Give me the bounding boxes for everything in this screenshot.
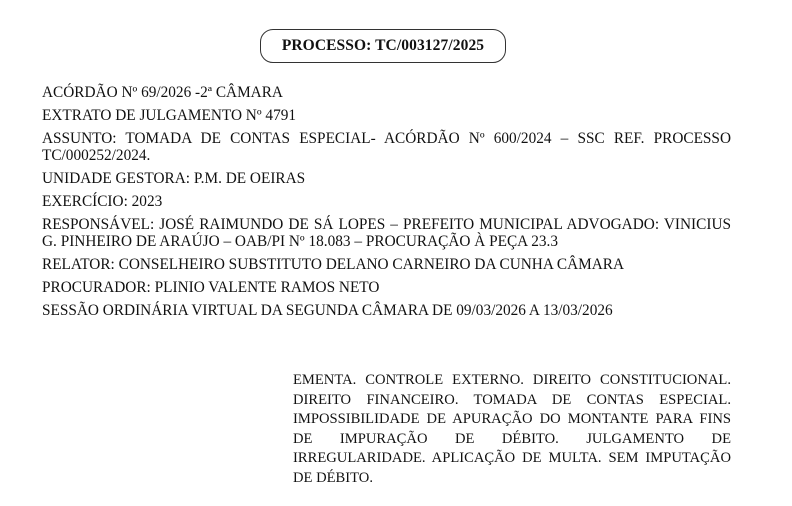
process-number: PROCESSO: TC/003127/2025 — [281, 37, 485, 54]
process-number-box — [260, 29, 506, 63]
sessao-line: SESSÃO ORDINÁRIA VIRTUAL DA SEGUNDA CÂMARA DE 09/03/2026 A 13/03/2026 — [42, 302, 613, 319]
acordao-line: ACÓRDÃO Nº 69/2026 -2ª CÂMARA — [42, 84, 283, 101]
unidade-gestora-line: UNIDADE GESTORA: P.M. DE OEIRAS — [42, 170, 306, 187]
exercicio-line: EXERCÍCIO: 2023 — [42, 193, 163, 210]
ementa-paragraph: EMENTA. CONTROLE EXTERNO. DIREITO CONSTITUCIONAL. DIREITO FINANCEIRO. TOMADA DE CONTAS ESPECIAL. IMPOSSIBILIDADE DE APURAÇÃO DO MONTANTE PARA FINS DE IMPURAÇÃO DE DÉBITO. JULGAMENTO DE IRREGULARIDADE. APLICAÇÃO DE MULTA. SEM IMPUTAÇÃO DE DÉBITO. — [293, 372, 731, 486]
relator-line: RELATOR: CONSELHEIRO SUBSTITUTO DELANO CARNEIRO DA CUNHA CÂMARA — [42, 256, 625, 273]
assunto-line: ASSUNTO: TOMADA DE CONTAS ESPECIAL- ACÓRDÃO Nº 600/2024 – SSC REF. PROCESSO TC/000252/2024. — [42, 130, 731, 164]
responsavel-line: RESPONSÁVEL: JOSÉ RAIMUNDO DE SÁ LOPES – PREFEITO MUNICIPAL ADVOGADO: VINICIUS G. PINHEIRO DE ARAÚJO – OAB/PI Nº 18.083 – PROCURAÇÃO À PEÇA 23.3 — [42, 216, 731, 250]
procurador-line: PROCURADOR: PLINIO VALENTE RAMOS NETO — [42, 279, 380, 296]
judgment-header — [42, 84, 731, 325]
extrato-line: EXTRATO DE JULGAMENTO Nº 4791 — [42, 107, 297, 124]
